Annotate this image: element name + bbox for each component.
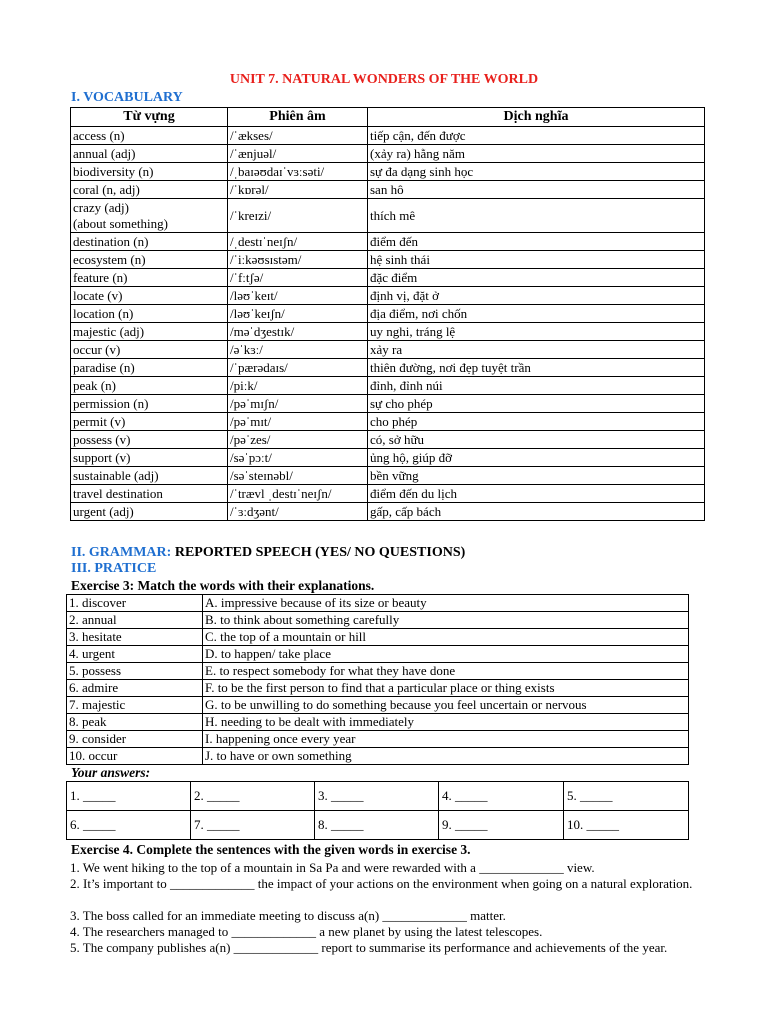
vocabulary-row	[71, 377, 705, 395]
vocabulary-meaning: đỉnh, đỉnh núi	[368, 377, 705, 395]
matching-word: 10. occur	[67, 748, 203, 765]
vocabulary-word: location (n)	[71, 305, 228, 323]
vocabulary-table	[70, 107, 705, 521]
exercise4-title: Exercise 4. Complete the sentences with the given words in exercise 3.	[71, 842, 471, 857]
vocabulary-pronunciation: /ˈiːkəʊsɪstəm/	[228, 251, 368, 269]
vocabulary-pronunciation: /ˈkreɪzi/	[228, 199, 368, 233]
vocabulary-word: possess (v)	[71, 431, 228, 449]
vocabulary-pronunciation: /məˈdʒestɪk/	[228, 323, 368, 341]
vocabulary-row	[71, 163, 705, 181]
exercise4-sentence-4: 4. The researchers managed to _____________ a new planet by using the latest telescopes.	[70, 924, 543, 939]
matching-word: 1. discover	[67, 595, 203, 612]
answers-row	[67, 782, 689, 811]
answer-blank[interactable]: 1. _____	[67, 782, 191, 811]
vocabulary-row	[71, 233, 705, 251]
vocabulary-meaning: sự cho phép	[368, 395, 705, 413]
vocabulary-meaning: đặc điểm	[368, 269, 705, 287]
matching-explanation: C. the top of a mountain or hill	[203, 629, 689, 646]
vocabulary-meaning: bền vững	[368, 467, 705, 485]
answer-blank[interactable]: 10. _____	[564, 811, 689, 840]
vocabulary-row	[71, 449, 705, 467]
vocabulary-meaning: điểm đến du lịch	[368, 485, 705, 503]
vocabulary-meaning: cho phép	[368, 413, 705, 431]
matching-row	[67, 595, 689, 612]
vocabulary-pronunciation: /ˌdestɪˈneɪʃn/	[228, 233, 368, 251]
matching-row	[67, 697, 689, 714]
vocabulary-header-row	[71, 108, 705, 127]
vocabulary-row	[71, 251, 705, 269]
vocabulary-meaning: uy nghi, tráng lệ	[368, 323, 705, 341]
vocabulary-meaning: thích mê	[368, 199, 705, 233]
vocabulary-meaning: có, sở hữu	[368, 431, 705, 449]
matching-word: 3. hesitate	[67, 629, 203, 646]
vocabulary-pronunciation: /ˈfːtʃə/	[228, 269, 368, 287]
vocabulary-row	[71, 341, 705, 359]
vocabulary-meaning: tiếp cận, đến được	[368, 127, 705, 145]
vocabulary-row	[71, 503, 705, 521]
matching-explanation: H. needing to be dealt with immediately	[203, 714, 689, 731]
vocabulary-pronunciation: /ləʊˈkeɪt/	[228, 287, 368, 305]
vocabulary-row	[71, 395, 705, 413]
vocabulary-row	[71, 145, 705, 163]
vocabulary-pronunciation: /səˈsteɪnəbl/	[228, 467, 368, 485]
answer-blank[interactable]: 5. _____	[564, 782, 689, 811]
matching-row	[67, 612, 689, 629]
matching-explanation: I. happening once every year	[203, 731, 689, 748]
matching-table	[66, 594, 689, 765]
answers-label: Your answers:	[71, 765, 151, 780]
vocabulary-word: majestic (adj)	[71, 323, 228, 341]
vocabulary-meaning: điểm đến	[368, 233, 705, 251]
vocabulary-meaning: gấp, cấp bách	[368, 503, 705, 521]
exercise4-sentence-1: 1. We went hiking to the top of a mountain in Sa Pa and were rewarded with a _____________ view.	[70, 860, 595, 875]
practice-heading: III. PRATICE	[71, 561, 157, 576]
matching-row	[67, 629, 689, 646]
vocabulary-pronunciation: /əˈkɜː/	[228, 341, 368, 359]
vocabulary-word: crazy (adj) (about something)	[71, 199, 228, 233]
answer-blank[interactable]: 6. _____	[67, 811, 191, 840]
vocabulary-pronunciation: /piːk/	[228, 377, 368, 395]
vocabulary-word: permission (n)	[71, 395, 228, 413]
vocabulary-row	[71, 199, 705, 233]
vocabulary-row	[71, 269, 705, 287]
page-title: UNIT 7. NATURAL WONDERS OF THE WORLD	[229, 72, 539, 87]
answer-blank[interactable]: 7. _____	[191, 811, 315, 840]
header-meaning: Dịch nghĩa	[368, 108, 705, 127]
vocabulary-pronunciation: /səˈpɔːt/	[228, 449, 368, 467]
exercise4-sentence-5: 5. The company publishes a(n) _____________ report to summarise its performance and achievements of the year.	[70, 940, 668, 955]
vocabulary-word: paradise (n)	[71, 359, 228, 377]
vocabulary-pronunciation: /ˈtrævl ˌdestɪˈneɪʃn/	[228, 485, 368, 503]
grammar-heading	[71, 545, 465, 561]
vocabulary-meaning: san hô	[368, 181, 705, 199]
matching-row	[67, 646, 689, 663]
vocabulary-meaning: thiên đường, nơi đẹp tuyệt trần	[368, 359, 705, 377]
vocabulary-row	[71, 323, 705, 341]
answer-blank[interactable]: 9. _____	[439, 811, 564, 840]
grammar-topic: REPORTED SPEECH (YES/ NO QUESTIONS)	[174, 545, 466, 560]
matching-row	[67, 748, 689, 765]
vocabulary-word: coral (n, adj)	[71, 181, 228, 199]
vocabulary-word: occur (v)	[71, 341, 228, 359]
matching-explanation: B. to think about something carefully	[203, 612, 689, 629]
matching-word: 9. consider	[67, 731, 203, 748]
matching-explanation: E. to respect somebody for what they have done	[203, 663, 689, 680]
vocabulary-word: urgent (adj)	[71, 503, 228, 521]
answers-table	[66, 781, 689, 840]
matching-row	[67, 663, 689, 680]
exercise4-sentence-2: 2. It’s important to _____________ the impact of your actions on the environment when going on a natural exploration.	[70, 876, 693, 891]
vocabulary-row	[71, 359, 705, 377]
matching-explanation: G. to be unwilling to do something because you feel uncertain or nervous	[203, 697, 689, 714]
vocabulary-row	[71, 305, 705, 323]
grammar-label: II. GRAMMAR:	[71, 545, 172, 560]
vocabulary-word: locate (v)	[71, 287, 228, 305]
vocabulary-word: permit (v)	[71, 413, 228, 431]
header-word: Từ vựng	[71, 108, 228, 127]
vocabulary-pronunciation: /ˌbaɪəʊdaɪˈvɜːsəti/	[228, 163, 368, 181]
vocabulary-pronunciation: /ˈænjuəl/	[228, 145, 368, 163]
vocabulary-pronunciation: /pəˈzes/	[228, 431, 368, 449]
vocabulary-word: ecosystem (n)	[71, 251, 228, 269]
exercise4-sentence-3: 3. The boss called for an immediate meeting to discuss a(n) _____________ matter.	[70, 908, 506, 923]
answer-blank[interactable]: 4. _____	[439, 782, 564, 811]
vocabulary-row	[71, 127, 705, 145]
vocabulary-row	[71, 287, 705, 305]
matching-row	[67, 714, 689, 731]
vocabulary-meaning: (xảy ra) hằng năm	[368, 145, 705, 163]
vocabulary-row	[71, 181, 705, 199]
vocabulary-word: access (n)	[71, 127, 228, 145]
vocabulary-pronunciation: /ˈækses/	[228, 127, 368, 145]
vocabulary-meaning: địa điểm, nơi chốn	[368, 305, 705, 323]
vocabulary-meaning: xảy ra	[368, 341, 705, 359]
vocabulary-row	[71, 413, 705, 431]
vocabulary-word: peak (n)	[71, 377, 228, 395]
vocabulary-row	[71, 485, 705, 503]
vocabulary-row	[71, 431, 705, 449]
answers-row	[67, 811, 689, 840]
vocabulary-pronunciation: /ləʊˈkeɪʃn/	[228, 305, 368, 323]
vocabulary-word: sustainable (adj)	[71, 467, 228, 485]
vocabulary-meaning: sự đa dạng sinh học	[368, 163, 705, 181]
vocabulary-meaning: hệ sinh thái	[368, 251, 705, 269]
vocabulary-row	[71, 467, 705, 485]
vocabulary-word: biodiversity (n)	[71, 163, 228, 181]
vocabulary-word: support (v)	[71, 449, 228, 467]
matching-explanation: J. to have or own something	[203, 748, 689, 765]
answer-blank[interactable]: 2. _____	[191, 782, 315, 811]
matching-word: 5. possess	[67, 663, 203, 680]
answer-blank[interactable]: 8. _____	[315, 811, 439, 840]
vocabulary-word: destination (n)	[71, 233, 228, 251]
matching-explanation: D. to happen/ take place	[203, 646, 689, 663]
vocabulary-word: travel destination	[71, 485, 228, 503]
header-pronunciation: Phiên âm	[228, 108, 368, 127]
vocabulary-pronunciation: /ˈpærədaɪs/	[228, 359, 368, 377]
matching-explanation: A. impressive because of its size or beauty	[203, 595, 689, 612]
vocabulary-pronunciation: /pəˈmɪʃn/	[228, 395, 368, 413]
matching-word: 2. annual	[67, 612, 203, 629]
matching-word: 4. urgent	[67, 646, 203, 663]
exercise3-title: Exercise 3: Match the words with their explanations.	[71, 578, 375, 593]
matching-row	[67, 680, 689, 697]
answer-blank[interactable]: 3. _____	[315, 782, 439, 811]
vocabulary-pronunciation: /ˈkɒrəl/	[228, 181, 368, 199]
matching-word: 8. peak	[67, 714, 203, 731]
matching-word: 7. majestic	[67, 697, 203, 714]
vocabulary-word: annual (adj)	[71, 145, 228, 163]
matching-row	[67, 731, 689, 748]
matching-explanation: F. to be the first person to find that a particular place or thing exists	[203, 680, 689, 697]
vocabulary-word: feature (n)	[71, 269, 228, 287]
vocabulary-pronunciation: /pəˈmɪt/	[228, 413, 368, 431]
vocabulary-pronunciation: /ˈɜːdʒənt/	[228, 503, 368, 521]
vocabulary-heading: I. VOCABULARY	[71, 90, 183, 105]
vocabulary-meaning: ủng hộ, giúp đỡ	[368, 449, 705, 467]
matching-word: 6. admire	[67, 680, 203, 697]
vocabulary-meaning: định vị, đặt ở	[368, 287, 705, 305]
